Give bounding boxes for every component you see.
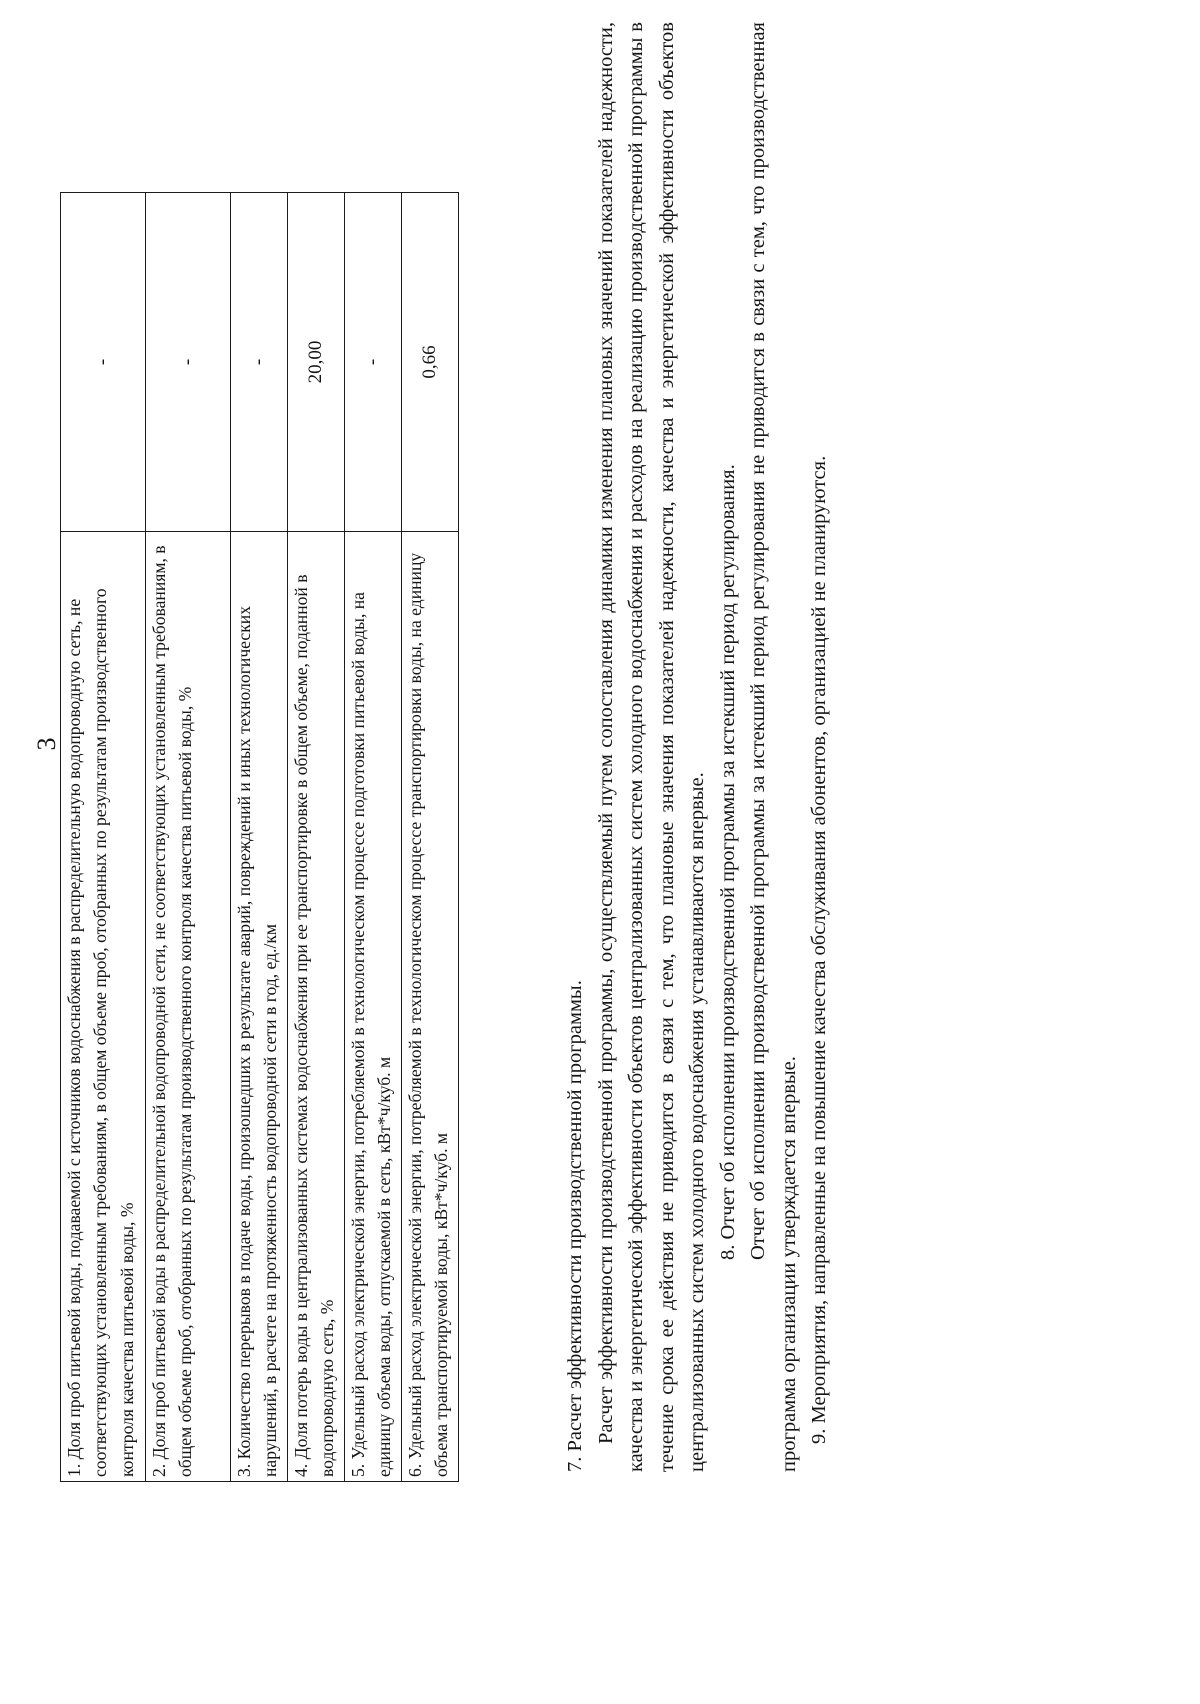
- indicator-value: -: [231, 193, 288, 532]
- page-number: 3: [32, 737, 61, 751]
- indicator-label: 4. Доля потерь воды в централизованных системах водоснабжения при ее транспортировке в общем объеме, поданной в водопроводную сеть, %: [288, 532, 345, 1482]
- table-row: [231, 193, 288, 1482]
- table-row: [146, 193, 231, 1482]
- section-8-heading: 8. Отчет об исполнении производственной программы за истекший период регулирования.: [716, 464, 739, 1260]
- indicator-label: 2. Доля проб питьевой воды в распределительной водопроводной сети, не соответствующих установленным требованиям, в общем объеме проб, отобранных по результатам производственного контроля качества питьевой воды, %: [146, 532, 231, 1482]
- section-7-heading: 7. Расчет эффективности производственной программы.: [564, 980, 586, 1472]
- indicator-label: 3. Количество перерывов в подаче воды, произошедших в результате аварий, повреждений и иных технологических нарушений, в расчете на протяженность водопроводной сети в год, ед./км: [231, 532, 288, 1482]
- table-row: [402, 193, 459, 1482]
- indicators-table: [60, 192, 459, 1482]
- indicator-value: 0,66: [402, 193, 459, 532]
- indicator-value: 20,00: [288, 193, 345, 532]
- indicator-label: 6. Удельный расход электрической энергии, потребляемой в технологическом процессе транспортировки воды, на единицу объема транспортируемой воды, кВт*ч/куб. м: [402, 532, 459, 1482]
- section-7-text: Расчет эффективности производственной программы, осуществляемый путем сопоставления динамики изменения плановых значений показателей надежности, качества и энергетической эффективности объектов централизованных систем холодного водоснабжения и расходов на реализацию производственной программы в течение срока ее действия не приводится в связи с тем, что плановые значения показателей надежности, качества и энергетической эффективности объектов централизованных систем холодного водоснабжения устанавливаются впервые.: [594, 22, 708, 1472]
- section-8-text: Отчет об исполнении производственной программы за истекший период регулирования не приводится в связи с тем, что производственная программа организации утверждается впервые.: [747, 22, 800, 1472]
- indicator-label: 5. Удельный расход электрической энергии, потребляемой в технологическом процессе подготовки питьевой воды, на единицу объема воды, отпускаемой в сеть, кВт*ч/куб. м: [345, 532, 402, 1482]
- indicator-value: -: [345, 193, 402, 532]
- table-row: [61, 193, 146, 1482]
- section-9-heading: 9. Мероприятия, направленные на повышение качества обслуживания абонентов, организацией не планируются.: [808, 455, 830, 1444]
- table-row: [288, 193, 345, 1482]
- body-text: [560, 22, 835, 1472]
- indicator-value: -: [146, 193, 231, 532]
- indicator-value: -: [61, 193, 146, 532]
- table-row: [345, 193, 402, 1482]
- indicator-label: 1. Доля проб питьевой воды, подаваемой с источников водоснабжения в распределительную водопроводную сеть, не соответствующих установленным требованиям, в общем объеме проб, отобранных по результатам производственного контроля качества питьевой воды, %: [61, 532, 146, 1482]
